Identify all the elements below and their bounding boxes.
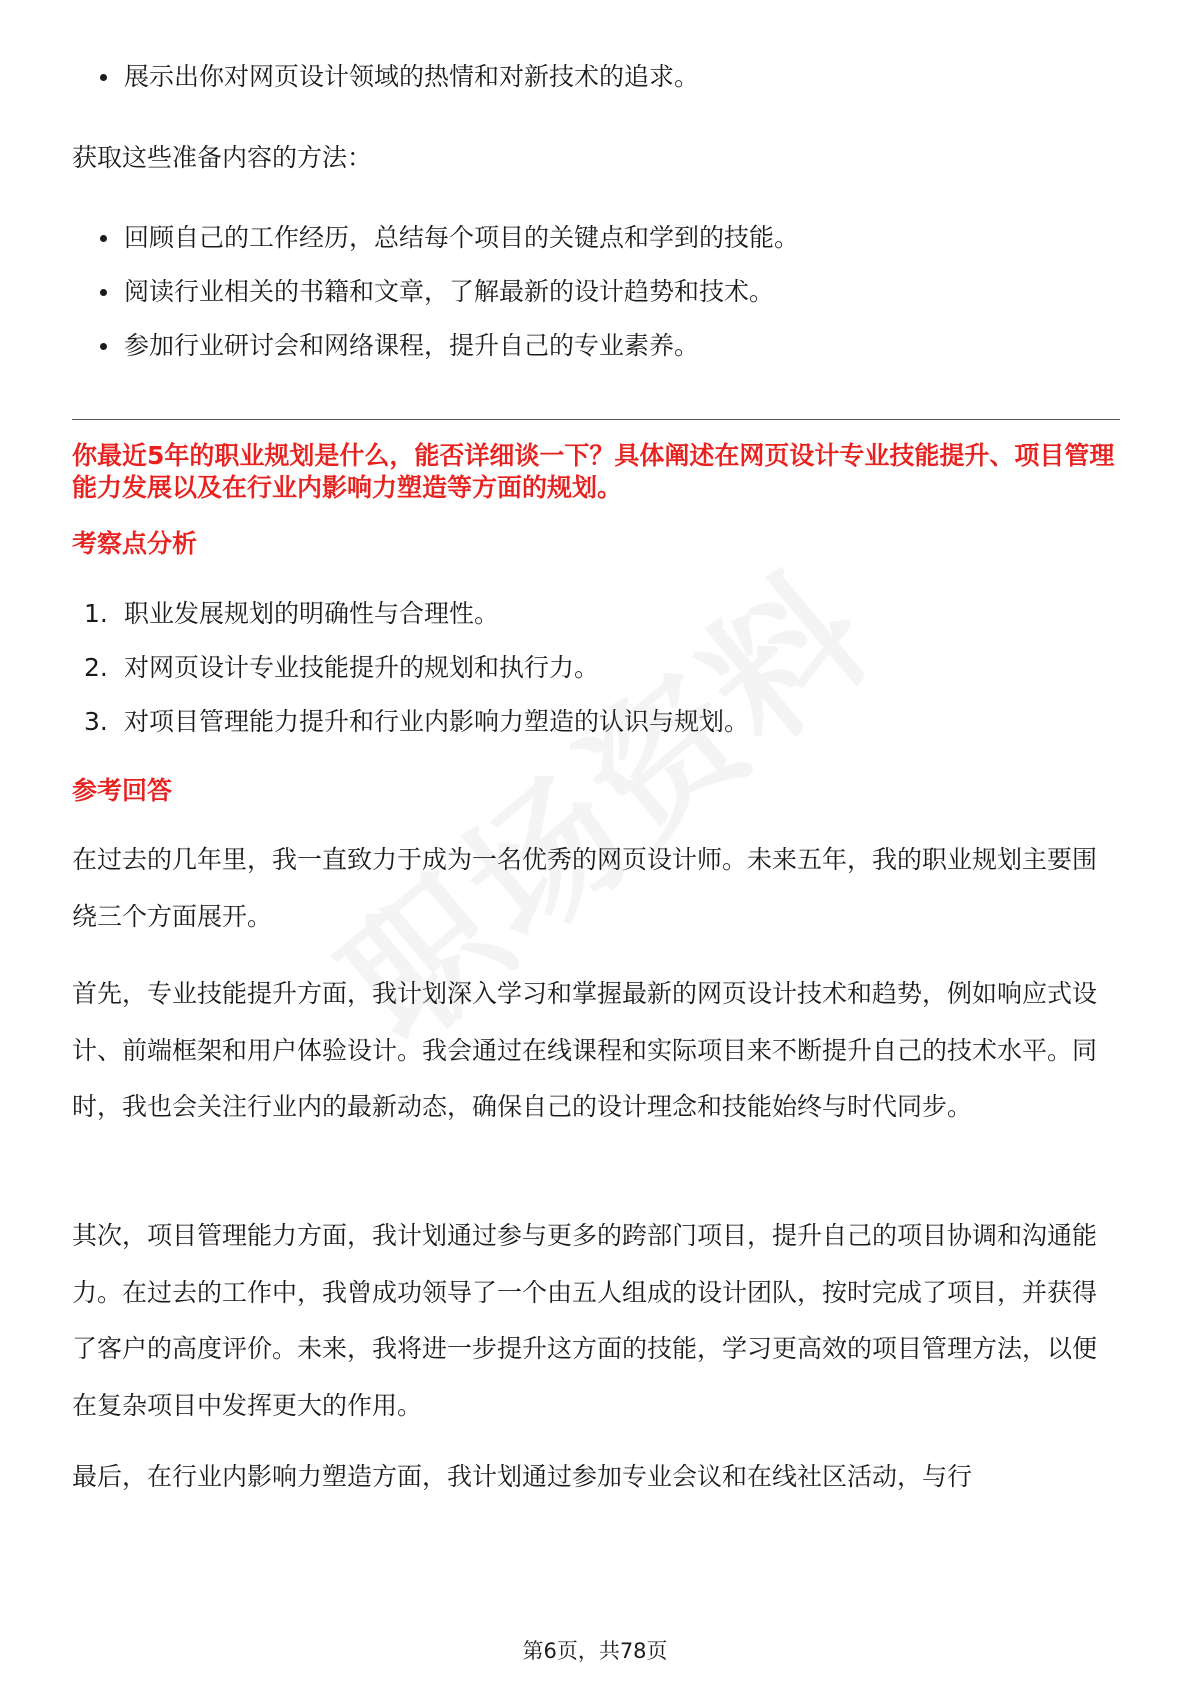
list-item: 回顾自己的工作经历，总结每个项目的关键点和学到的技能。 bbox=[72, 218, 1120, 258]
prep-heading: 获取这些准备内容的方法： bbox=[72, 143, 373, 172]
analysis-list bbox=[72, 594, 1120, 742]
list-text: 对项目管理能力提升和行业内影响力塑造的认识与规划。 bbox=[124, 707, 750, 736]
list-number: 3. bbox=[84, 707, 108, 736]
paragraph: 其次，项目管理能力方面，我计划通过参与更多的跨部门项目，提升自己的项目协调和沟通能力。在过去的工作中，我曾成功领导了一个由五人组成的设计团队，按时完成了项目，并获得了客户的高度评价。未来，我将进一步提升这方面的技能，学习更高效的项目管理方法，以便在复杂项目中发挥更大的作用。 bbox=[72, 1221, 1098, 1420]
list-item bbox=[72, 648, 1120, 688]
paragraph: 在过去的几年里，我一直致力于成为一名优秀的网页设计师。未来五年，我的职业规划主要围绕三个方面展开。 bbox=[72, 845, 1098, 931]
page-footer: 第6页，共78页 bbox=[522, 1639, 668, 1663]
analysis-heading: 考察点分析 bbox=[72, 529, 198, 558]
answer-heading: 参考回答 bbox=[72, 776, 173, 805]
list-item: 参加行业研讨会和网络课程，提升自己的专业素养。 bbox=[72, 326, 1120, 366]
list-item: 展示出你对网页设计领域的热情和对新技术的追求。 bbox=[72, 57, 1120, 97]
list-item bbox=[72, 702, 1120, 742]
list-text: 对网页设计专业技能提升的规划和执行力。 bbox=[124, 653, 600, 682]
list-number: 1. bbox=[84, 599, 108, 628]
paragraph: 最后，在行业内影响力塑造方面，我计划通过参加专业会议和在线社区活动，与行 bbox=[72, 1462, 973, 1491]
section-divider bbox=[72, 419, 1120, 420]
list-text: 职业发展规划的明确性与合理性。 bbox=[124, 599, 500, 628]
list-item: 阅读行业相关的书籍和文章，了解最新的设计趋势和技术。 bbox=[72, 272, 1120, 312]
list-item bbox=[72, 594, 1120, 634]
question-title: 你最近5年的职业规划是什么，能否详细谈一下？具体阐述在网页设计专业技能提升、项目管理能力发展以及在行业内影响力塑造等方面的规划。 bbox=[72, 441, 1115, 502]
prep-bullet-list bbox=[72, 218, 1120, 366]
paragraph: 首先，专业技能提升方面，我计划深入学习和掌握最新的网页设计技术和趋势，例如响应式设计、前端框架和用户体验设计。我会通过在线课程和实际项目来不断提升自己的技术水平。同时，我也会关注行业内的最新动态，确保自己的设计理念和技能始终与时代同步。 bbox=[72, 979, 1098, 1121]
document-page bbox=[72, 0, 1120, 1684]
top-bullet-list bbox=[72, 57, 1120, 97]
list-number: 2. bbox=[84, 653, 108, 682]
